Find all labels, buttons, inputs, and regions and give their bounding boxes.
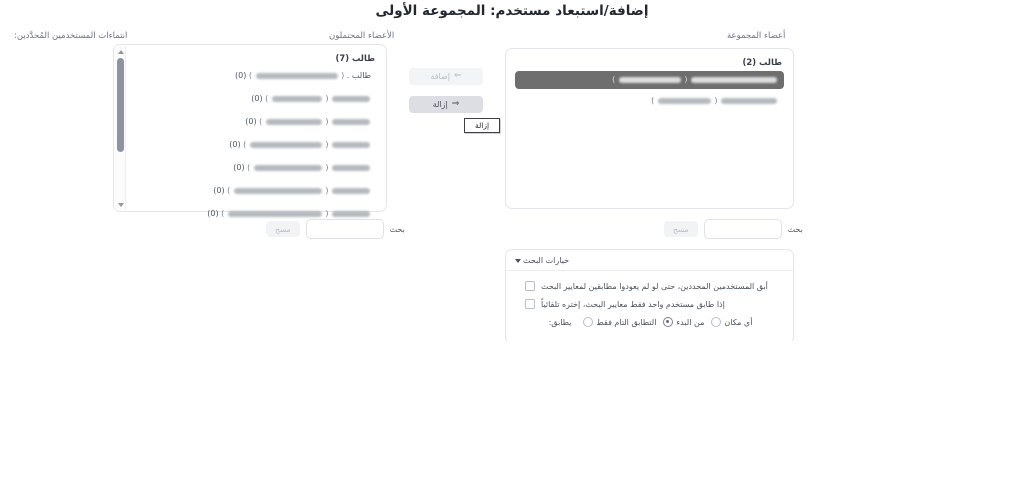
redacted-text — [250, 142, 322, 148]
page-bottom-whitespace — [0, 341, 1024, 479]
potential-member-row[interactable] — [130, 90, 377, 108]
page-title: إضافة/استبعاد مستخدم: المجموعة الأولى — [375, 3, 649, 19]
redacted-text — [256, 73, 338, 79]
row-paren: ( — [681, 75, 690, 84]
chevron-down-icon — [515, 259, 521, 263]
group-search-label: بحث — [787, 224, 803, 234]
affiliations-label: انتماءات المستخدمين المُحدَّدين: — [14, 31, 128, 41]
redacted-text — [266, 119, 322, 125]
row-count: (0) — [207, 209, 219, 218]
row-paren: ( — [322, 163, 329, 172]
add-button[interactable] — [409, 68, 483, 85]
redacted-text — [619, 77, 681, 83]
radio-icon[interactable] — [711, 317, 721, 327]
redacted-text — [332, 142, 370, 148]
row-paren: ( — [322, 209, 329, 218]
redacted-text — [332, 188, 370, 194]
add-button-label: إضافة — [430, 72, 451, 81]
redacted-text — [721, 98, 777, 104]
potential-member-row[interactable] — [130, 159, 377, 177]
row-paren: ( — [322, 186, 329, 195]
row-paren: ) — [240, 140, 249, 149]
match-mode-option-label: من البدء — [676, 317, 705, 327]
row-paren: ) — [246, 71, 255, 80]
checkbox-label: أبق المستخدمين المحددين، حتى لو لم يعودوا مطابقين لمعايير البحث — [541, 281, 768, 291]
row-label: طالب . — [344, 71, 371, 80]
row-paren: ) — [612, 75, 618, 84]
checkbox-label: إذا طابق مستخدم واحد فقط معايير البحث، إختره تلقائياً — [541, 299, 725, 309]
add-arrow-icon: ⇐ — [454, 71, 462, 81]
potential-search-label: بحث — [389, 224, 405, 234]
potential-members-label: الأعضاء المحتملون — [329, 31, 395, 41]
redacted-text — [332, 96, 370, 102]
match-mode-label: يطابق: — [548, 317, 572, 327]
remove-button[interactable] — [409, 96, 483, 113]
redacted-text — [332, 211, 370, 217]
row-paren: ( — [338, 71, 345, 80]
group-member-row[interactable] — [515, 92, 784, 110]
row-paren: ) — [256, 117, 265, 126]
row-paren: ) — [224, 186, 233, 195]
redacted-text — [332, 165, 370, 171]
row-paren: ) — [651, 96, 657, 105]
redacted-text — [254, 165, 322, 171]
potential-member-row[interactable] — [130, 182, 377, 200]
row-paren: ) — [262, 94, 271, 103]
checkbox-icon[interactable] — [525, 299, 535, 309]
potential-search-clear-button[interactable]: مسح — [266, 221, 300, 237]
group-members-search-row — [664, 219, 803, 239]
group-members-heading: طالب (2) — [742, 57, 782, 67]
potential-members-rows — [130, 67, 377, 223]
match-mode-row — [515, 317, 784, 327]
search-option-checkbox-row[interactable] — [515, 281, 784, 291]
remove-button-tooltip: إزالة — [464, 118, 500, 133]
search-options-checkbox-group — [515, 281, 784, 309]
group-member-row[interactable] — [515, 71, 784, 89]
potential-members-search-row — [266, 219, 405, 239]
search-options-card — [505, 249, 794, 344]
match-mode-option-label: أي مكان — [724, 317, 753, 327]
row-count: (0) — [245, 117, 257, 126]
redacted-text — [228, 211, 322, 217]
redacted-text — [691, 77, 777, 83]
row-paren: ( — [322, 117, 329, 126]
potential-member-row[interactable] — [130, 136, 377, 154]
row-count: (0) — [251, 94, 263, 103]
row-count: (0) — [213, 186, 225, 195]
potential-search-input[interactable] — [306, 219, 384, 239]
potential-member-row[interactable] — [130, 113, 377, 131]
match-mode-option-label: التطابق التام فقط — [596, 317, 657, 327]
remove-button-label: إزالة — [432, 100, 448, 109]
match-mode-options — [576, 317, 752, 327]
row-paren: ( — [322, 140, 329, 149]
search-option-checkbox-row[interactable] — [515, 299, 784, 309]
redacted-text — [658, 98, 711, 104]
row-paren: ) — [244, 163, 253, 172]
search-options-header[interactable] — [506, 250, 793, 271]
row-count: (0) — [229, 140, 241, 149]
radio-icon[interactable] — [583, 317, 593, 327]
row-count: (0) — [235, 71, 247, 80]
redacted-text — [332, 119, 370, 125]
match-mode-option[interactable] — [583, 317, 656, 327]
remove-arrow-icon: ⇒ — [451, 99, 460, 109]
match-mode-option[interactable] — [711, 317, 752, 327]
redacted-text — [272, 96, 322, 102]
potential-member-row[interactable] — [130, 67, 377, 85]
row-paren: ( — [711, 96, 720, 105]
radio-icon[interactable] — [663, 317, 673, 327]
match-mode-option[interactable] — [663, 317, 704, 327]
potential-members-heading: طالب (7) — [335, 53, 375, 63]
group-members-rows — [515, 71, 784, 110]
row-paren: ) — [218, 209, 227, 218]
group-search-input[interactable] — [704, 219, 782, 239]
search-options-title: خيارات البحث — [523, 255, 570, 265]
row-paren: ( — [322, 94, 329, 103]
group-members-label: أعضاء المجموعة — [727, 31, 786, 41]
row-count: (0) — [233, 163, 245, 172]
checkbox-icon[interactable] — [525, 281, 535, 291]
group-members-listbox[interactable] — [505, 48, 794, 209]
potential-members-listbox[interactable] — [113, 44, 387, 218]
redacted-text — [234, 188, 322, 194]
group-search-clear-button[interactable]: مسح — [664, 221, 698, 237]
